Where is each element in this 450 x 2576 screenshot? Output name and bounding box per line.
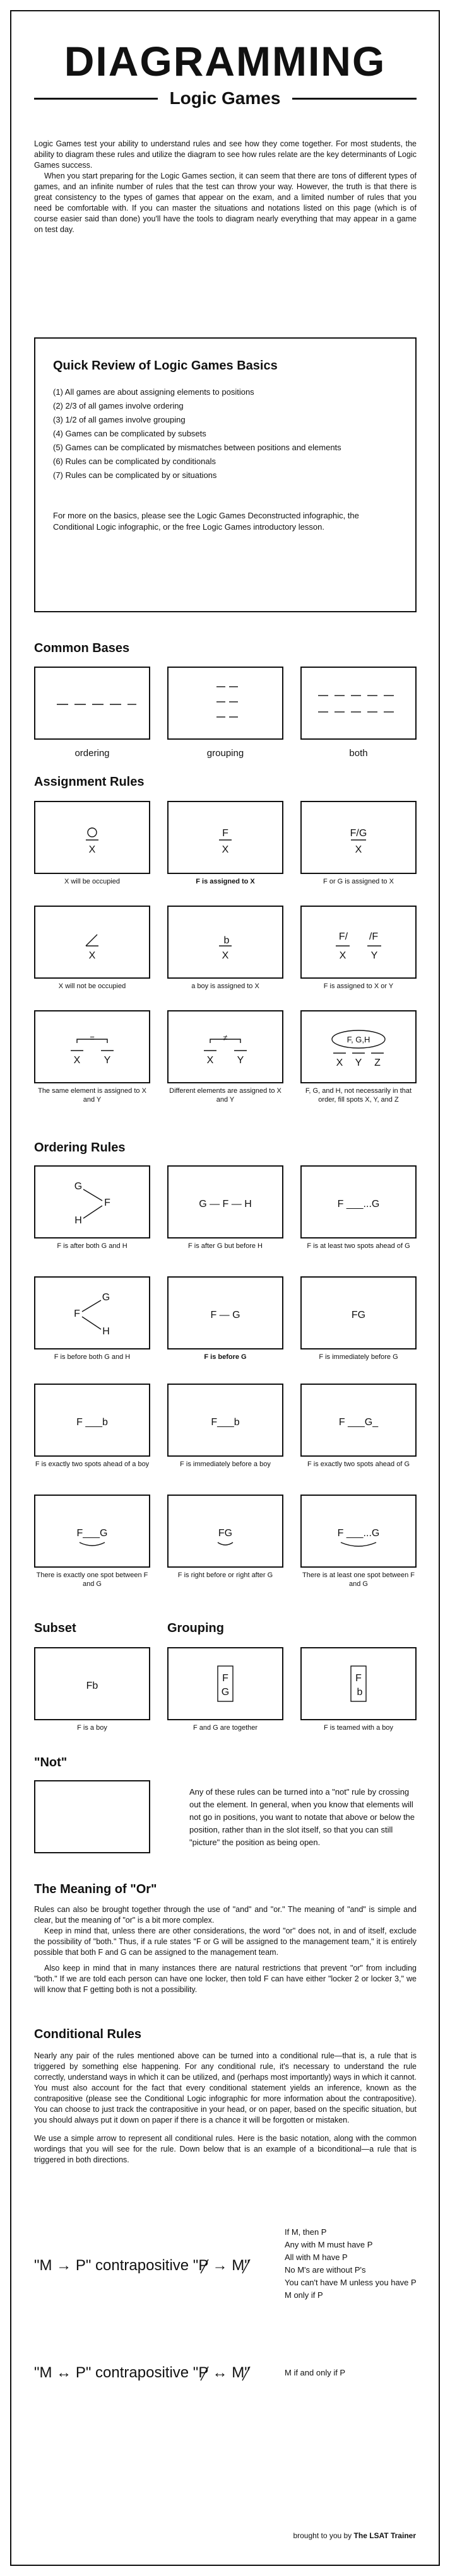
assignment-rules-heading: Assignment Rules <box>34 775 145 789</box>
formula-end: " <box>244 2364 250 2381</box>
list-item: (6) Rules can be complicated by conditionals <box>53 457 216 466</box>
list-item: You can't have M unless you have P <box>285 2278 417 2287</box>
grouping-base-box <box>167 667 283 740</box>
order-immediately-boy-box <box>167 1384 283 1457</box>
caption: F is assigned to X <box>196 878 255 885</box>
intro-paragraph-2: When you start preparing for the Logic Games section, it can seem that there are tons of different types of games, and an infinite number of rules that the test can throw your way. However, the truth is that there is great consistency to the types of games that appear on the exam, and a limited number of rules that you need be comfortable with. If you can master the situations and notations listed on this page (which is of course easier said than done) you'll have the tools to diagram nearly everything that may appear in a game on test day. <box>34 172 417 234</box>
conditional-text <box>34 2051 417 2165</box>
element-label: H <box>74 1215 82 1226</box>
slot-label: Y <box>104 1055 111 1066</box>
element-label: Fb <box>86 1681 98 1691</box>
formula-negated <box>198 2257 244 2274</box>
assign-different-element-box <box>167 1010 283 1083</box>
link-arc <box>218 1542 233 1545</box>
group-boy-box <box>300 1647 417 1720</box>
svg-text:=: = <box>90 1033 95 1042</box>
order-two-ahead-boy-box <box>34 1384 150 1457</box>
slot-label: X <box>88 950 96 961</box>
slot-label: Y <box>370 950 378 961</box>
credit-brand[interactable]: The LSAT Trainer <box>353 2531 416 2540</box>
caption: F is assigned to X or Y <box>323 982 394 990</box>
list-item: All with M have P <box>285 2253 348 2262</box>
caption: Different elements are assigned to X and Y <box>169 1087 281 1104</box>
negation-slashes <box>198 2257 261 2276</box>
assign-same-element-box <box>34 1010 150 1083</box>
element-label: F <box>222 828 228 839</box>
element-label: b <box>223 935 230 946</box>
cross-mark <box>86 935 97 946</box>
assign-not-occupied-box <box>34 906 150 979</box>
formula-main: "M → P" contrapositive " <box>34 2257 199 2274</box>
order-after-both-box <box>34 1165 150 1238</box>
element-chain: F ___b <box>76 1417 108 1428</box>
element-label: F/ <box>338 931 348 942</box>
caption: F is at least two spots ahead of G <box>307 1242 410 1250</box>
slot-label: X <box>222 844 229 855</box>
group-together-box <box>167 1647 283 1720</box>
conditional-paragraph-1: Nearly any pair of the rules mentioned above can be turned into a conditional rule—that is, a rule that is triggered by something else happening. For any conditional rule, it's necessary to understand the rule correctly, understand ways in which it can be utilized, and (perhaps most importantly) ways in which it cannot. You must also account for the fact that every conditional statement yields an inference, known as the contrapositive (please see the Conditional Logic infographic for more information about the contrapositive). You can choose to just track the contrapositive in your head, or on paper, based on the specific situation, but you should always put it down on paper if there is a chance it will be forgotten or mistaken. <box>34 2051 417 2124</box>
caption: F is after both G and H <box>57 1242 127 1250</box>
order-between-box <box>167 1165 283 1238</box>
formula-negated-text: P ↔ M <box>198 2364 245 2381</box>
intro-paragraph-1: Logic Games test your ability to understand rules and see how they come together. For most students, the ability to diagram these rules and utilize the diagram to see how rules relate are the key determinants of Logic Games success. <box>34 139 417 170</box>
slot-label: X <box>339 950 346 961</box>
ordering-rules-heading: Ordering Rules <box>34 1141 126 1155</box>
grouping-base-diagram <box>169 668 282 738</box>
order-two-ahead-g-box <box>300 1384 417 1457</box>
caption: F is teamed with a boy <box>323 1724 394 1732</box>
list-item: M only if P <box>285 2290 323 2300</box>
element-chain: F ___...G <box>337 1528 380 1539</box>
quick-review-title: Quick Review of Logic Games Basics <box>53 359 278 373</box>
page-subtitle: Logic Games <box>169 88 281 108</box>
caption: F is immediately before a boy <box>180 1460 271 1468</box>
list-item: (4) Games can be complicated by subsets <box>53 429 206 438</box>
order-one-between-box <box>34 1495 150 1568</box>
or-text <box>34 1904 417 1995</box>
or-heading: The Meaning of "Or" <box>34 1882 157 1896</box>
slot-label: X <box>88 844 96 855</box>
element-label: F <box>104 1198 110 1208</box>
conditional-heading: Conditional Rules <box>34 2027 141 2041</box>
conditional-statements <box>285 2226 417 2302</box>
element-label: F <box>222 1673 228 1684</box>
credit-prefix: brought to you by <box>293 2531 354 2540</box>
list-item: (3) 1/2 of all games involve grouping <box>53 415 186 424</box>
caption: F or G is assigned to X <box>323 878 394 885</box>
not-description: Any of these rules can be turned into a "not" rule by crossing out the element. In general, when you know that elements will not go in positions, you want to notate that above or below the position, rather than in the slot itself, so that you can still "picture" the position as being open. <box>189 1787 415 1847</box>
order-at-least-one-box <box>300 1495 417 1568</box>
or-paragraph-1: Rules can also be brought together through the use of "and" and "or." The meaning of "and" is simple and clear, but the meaning of "or" is a bit more complex. <box>34 1905 417 1925</box>
caption: F is exactly two spots ahead of a boy <box>35 1460 150 1468</box>
formula-main: "M ↔ P" contrapositive " <box>34 2364 199 2381</box>
caption: F is after G but before H <box>188 1242 263 1250</box>
assign-x-or-y-box <box>300 906 417 979</box>
element-label: F <box>355 1673 362 1684</box>
ordering-base-diagram <box>35 668 149 738</box>
both-base-diagram <box>302 668 415 738</box>
order-two-ahead-box <box>300 1165 417 1238</box>
list-item: (2) 2/3 of all games involve ordering <box>53 401 184 411</box>
caption: F is exactly two spots ahead of G <box>307 1460 410 1468</box>
both-label: both <box>349 748 368 759</box>
caption: F is right before or right after G <box>177 1571 273 1579</box>
slot-label: Y <box>237 1055 244 1066</box>
element-chain: F___b <box>211 1417 240 1428</box>
element-block: FG <box>351 1310 366 1320</box>
order-adjacent-box <box>167 1495 283 1568</box>
element-label: H <box>102 1326 110 1337</box>
or-paragraph-2: Keep in mind that, unless there are other considerations, the word "or" does not, in and of itself, exclude the possibility of "both." Thus, if a rule states "F or G will be assigned to the management team," it is entirely possible that both F and G can be assigned to the management team. <box>34 1926 417 1957</box>
link-arc <box>341 1542 376 1546</box>
credit-line <box>293 2531 416 2540</box>
formula-negated <box>198 2364 244 2381</box>
not-heading: "Not" <box>34 1756 68 1769</box>
slot-label: X <box>336 1058 343 1068</box>
caption: The same element is assigned to X and Y <box>38 1087 146 1104</box>
grouping-label: grouping <box>206 748 244 759</box>
assign-fgh-box <box>300 1010 417 1083</box>
element-chain: F___G <box>76 1528 108 1539</box>
element-chain: F ___G_ <box>338 1417 379 1428</box>
both-base-box <box>300 667 417 740</box>
list-item: Any with M must have P <box>285 2240 373 2249</box>
quick-review-box <box>34 337 417 612</box>
slot-label: X <box>73 1055 81 1066</box>
caption: F is a boy <box>77 1724 107 1732</box>
order-immediately-box <box>300 1276 417 1349</box>
slot-label: X <box>206 1055 214 1066</box>
caption: F is immediately before G <box>319 1353 398 1361</box>
assign-boy-box <box>167 906 283 979</box>
formula-end: " <box>244 2257 250 2274</box>
element-label: F <box>74 1308 80 1319</box>
list-item: If M, then P <box>285 2227 327 2237</box>
list-item: No M's are without P's <box>285 2265 366 2275</box>
element-block: FG <box>218 1528 233 1539</box>
caption: There is at least one spot between F and G <box>302 1571 415 1588</box>
slot-label: X <box>222 950 229 961</box>
order-before-both-box <box>34 1276 150 1349</box>
element-group: F, G,H <box>346 1035 370 1044</box>
caption: There is exactly one spot between F and G <box>36 1571 148 1588</box>
not-equal-mark: ≠ <box>223 1033 228 1042</box>
occupied-circle <box>88 828 97 837</box>
element-label: G <box>74 1181 83 1192</box>
element-label: b <box>357 1687 363 1698</box>
negation-slashes <box>198 2364 261 2383</box>
ordering-label: ordering <box>74 748 110 759</box>
biconditional-formula <box>34 2363 250 2382</box>
conditional-formula <box>34 2256 250 2275</box>
assign-occupied-box <box>34 801 150 874</box>
element-label: /F <box>369 931 379 942</box>
ordering-base-box <box>34 667 150 740</box>
list-item: (7) Rules can be complicated by or situations <box>53 470 217 480</box>
conditional-paragraph-2: We use a simple arrow to represent all conditional rules. Here is the basic notation, along with the common wordings that you will see for the rule. Down below that is an example of a biconditional—a rule that is triggered in both directions. <box>34 2134 417 2164</box>
list-item: (5) Games can be complicated by mismatches between positions and elements <box>53 443 341 452</box>
element-chain: F ___...G <box>337 1199 380 1209</box>
subset-heading: Subset <box>34 1621 76 1635</box>
subset-boy-box <box>34 1647 150 1720</box>
slot-label: Y <box>355 1058 362 1068</box>
slot-label: X <box>355 844 362 855</box>
caption: F and G are together <box>192 1724 258 1732</box>
page-title: DIAGRAMMING <box>64 38 386 85</box>
link-arc <box>80 1542 105 1546</box>
common-bases-heading: Common Bases <box>34 641 130 655</box>
caption: a boy is assigned to X <box>191 982 259 990</box>
list-item: (1) All games are about assigning elements to positions <box>53 387 254 397</box>
caption: F is before G <box>204 1353 247 1361</box>
element-chain: G — F — H <box>199 1199 252 1209</box>
not-empty-box <box>34 1780 150 1853</box>
quick-review-list <box>53 385 400 482</box>
element-label: G <box>102 1292 110 1303</box>
caption: X will be occupied <box>64 878 121 885</box>
subtitle-right-rule <box>292 98 417 100</box>
caption: X will not be occupied <box>58 982 126 990</box>
formula-negated-text: P → M <box>198 2257 245 2274</box>
grouping-heading: Grouping <box>167 1621 224 1635</box>
element-chain: F — G <box>210 1310 240 1320</box>
assign-f-to-x-box <box>167 801 283 874</box>
biconditional-statement: M if and only if P <box>285 2368 346 2377</box>
caption: F is before both G and H <box>54 1353 131 1361</box>
quick-review-more: For more on the basics, please see the Logic Games Deconstructed infographic, the Conditional Logic infographic, or the free Logic Games introductory lesson. <box>53 511 359 532</box>
element-label: G <box>221 1687 230 1698</box>
or-paragraph-3: Also keep in mind that in many instances there are natural restrictions that prevent "or" from including "both." If we are told each person can have one locker, then told F can have either "locker 2 or locker 3," we will know that F getting both is not a possibility. <box>34 1964 417 1994</box>
order-before-box <box>167 1276 283 1349</box>
element-label: F/G <box>350 828 367 839</box>
assign-f-or-g-box <box>300 801 417 874</box>
slot-label: Z <box>374 1058 381 1068</box>
caption: F, G, and H, not necessarily in that order, fill spots X, Y, and Z <box>305 1087 412 1104</box>
intro-text <box>34 139 417 235</box>
